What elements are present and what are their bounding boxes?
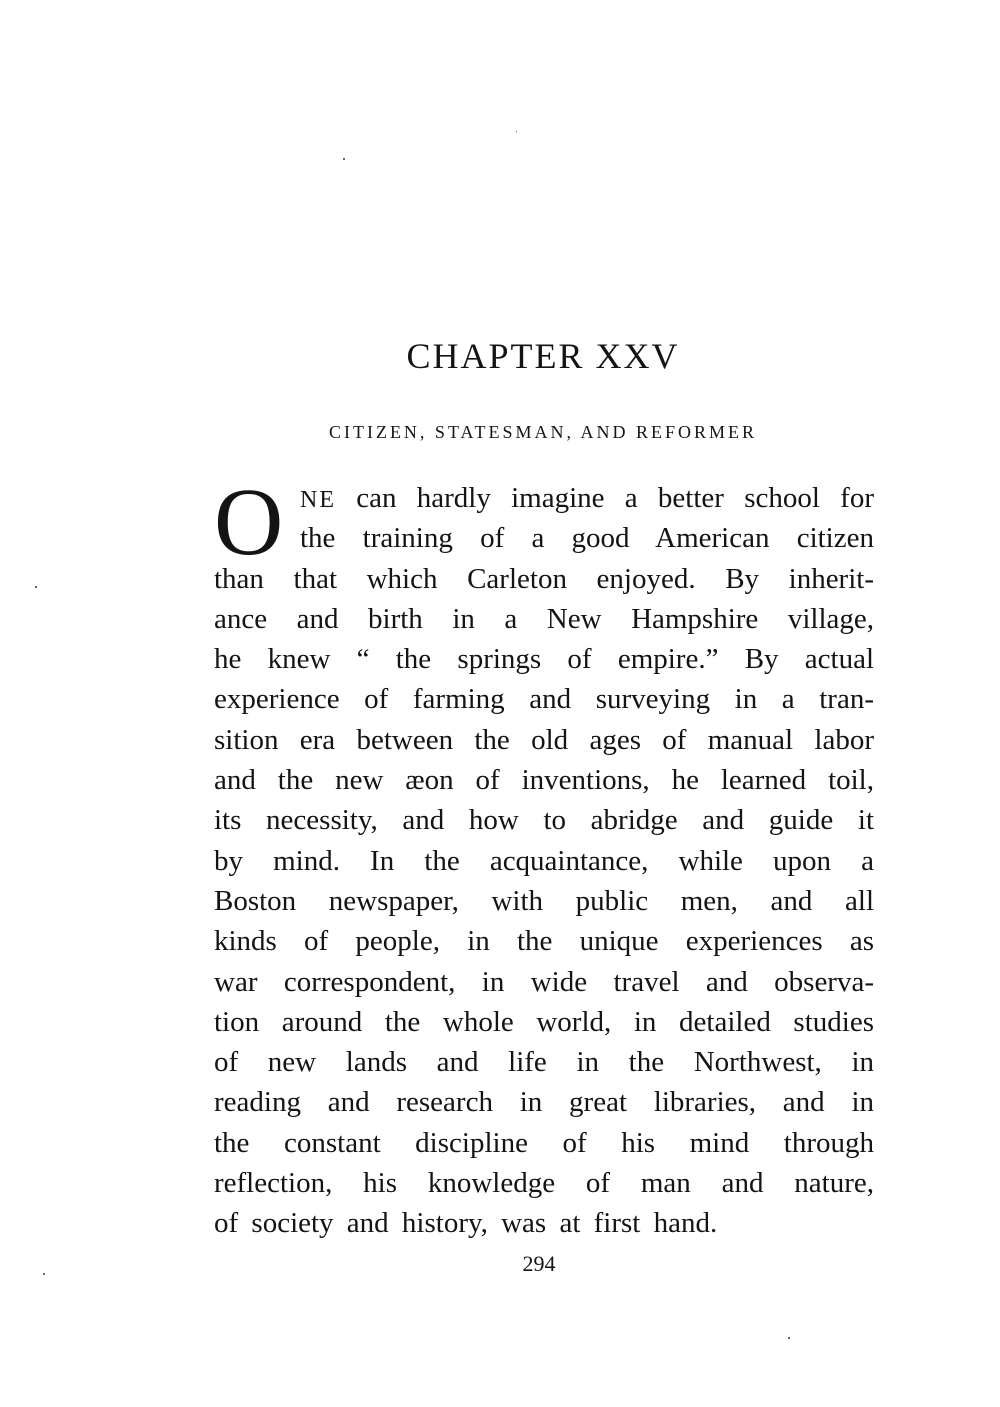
line-text: can hardly imagine a better school for xyxy=(336,482,874,514)
chapter-title: CHAPTER XXV xyxy=(406,336,680,376)
text-line: by mind. In the acquaintance, while upon a xyxy=(214,844,874,877)
text-line: than that which Carleton enjoyed. By inherit- xyxy=(214,562,874,595)
text-line: he knew “ the springs of empire.” By actual xyxy=(214,643,874,676)
text-line: war correspondent, in wide travel and observa- xyxy=(214,965,874,998)
drop-cap: O xyxy=(214,468,284,575)
text-line: and the new æon of inventions, he learned toil, xyxy=(214,764,874,797)
text-line: the constant discipline of his mind through xyxy=(214,1126,874,1159)
lead-small-caps: NE xyxy=(300,487,336,513)
text-line: of society and history, was at first hand. xyxy=(214,1207,718,1240)
text-line: of new lands and life in the Northwest, in xyxy=(214,1046,874,1079)
text-line xyxy=(214,478,874,518)
scan-speck xyxy=(788,1337,790,1339)
body-text xyxy=(214,468,874,1244)
scan-speck xyxy=(35,586,37,588)
text-line: the training of a good American citizen xyxy=(300,522,874,555)
text-line: its necessity, and how to abridge and guide it xyxy=(214,804,874,837)
text-line: sition era between the old ages of manual labor xyxy=(214,723,874,756)
text-line: Boston newspaper, with public men, and all xyxy=(214,884,874,917)
chapter-subtitle: CITIZEN, STATESMAN, AND REFORMER xyxy=(328,422,758,442)
text-line: tion around the whole world, in detailed studies xyxy=(214,1005,874,1038)
text-line: experience of farming and surveying in a tran- xyxy=(214,683,874,716)
text-line: ance and birth in a New Hampshire village, xyxy=(214,602,874,635)
scan-speck xyxy=(516,131,517,132)
text-line: reading and research in great libraries, and in xyxy=(214,1086,874,1119)
scan-speck xyxy=(343,158,345,160)
text-line: reflection, his knowledge of man and nature, xyxy=(214,1167,874,1200)
page-number: 294 xyxy=(522,1251,556,1276)
text-line: kinds of people, in the unique experiences as xyxy=(214,925,874,958)
